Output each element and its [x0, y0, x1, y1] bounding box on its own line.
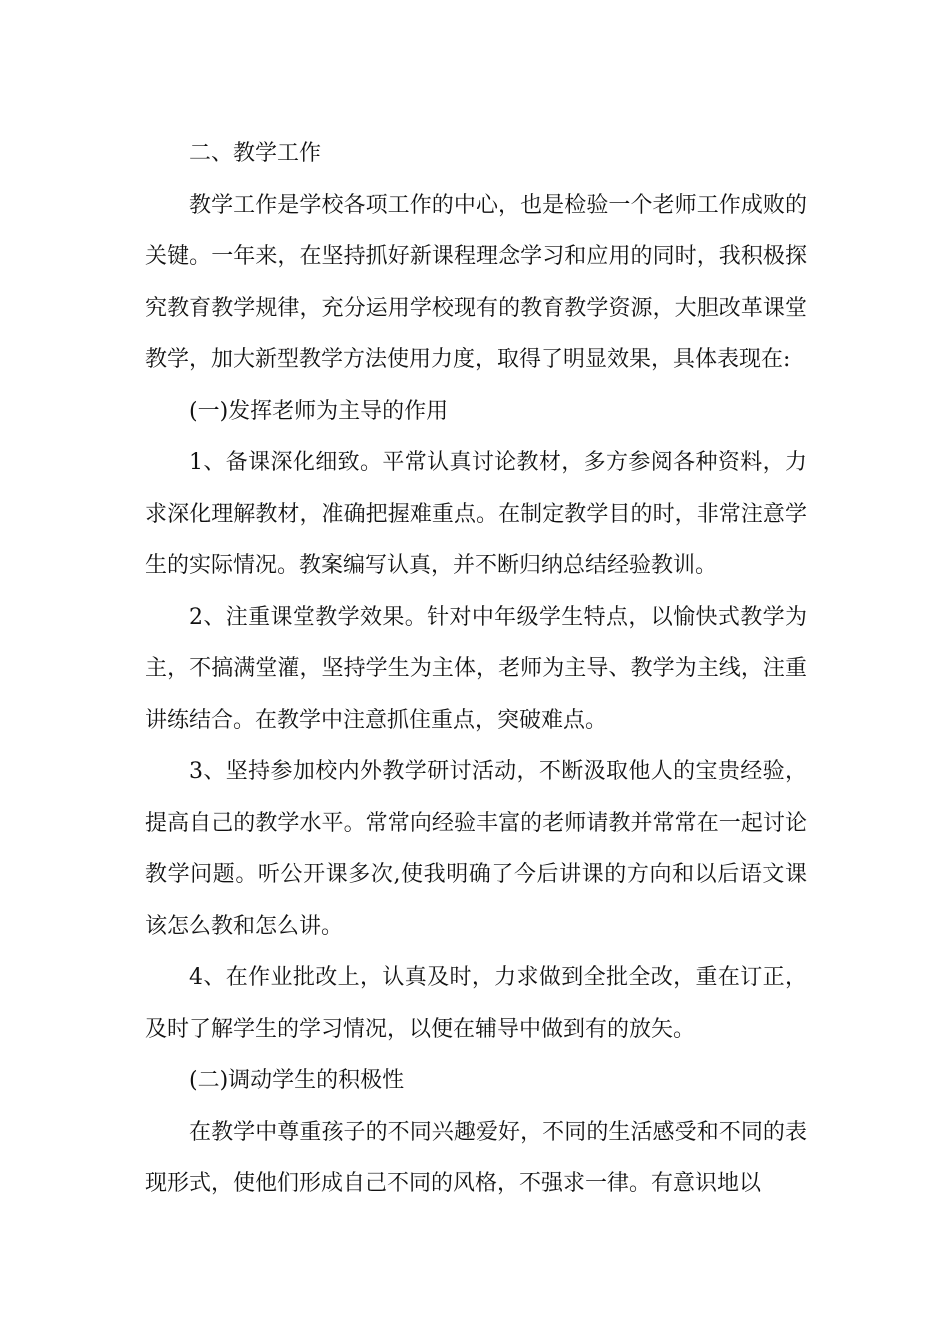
- document-body: [145, 128, 807, 1210]
- subsection-heading: (二)调动学生的积极性: [189, 1068, 405, 1093]
- paragraph: 1、备课深化细致。平常认真讨论教材，多方参阅各种资料，力求深化理解教材，准确把握难重点。在制定教学目的时，非常注意学生的实际情况。教案编写认真，并不断归纳总结经验教训。: [145, 450, 807, 578]
- paragraph: 2、注重课堂教学效果。针对中年级学生特点，以愉快式教学为主，不搞满堂灌，坚持学生为主体，老师为主导、教学为主线，注重讲练结合。在教学中注意抓住重点，突破难点。: [145, 604, 807, 733]
- section-heading: 二、教学工作: [189, 141, 322, 166]
- paragraph: 3、坚持参加校内外教学研讨活动，不断汲取他人的宝贵经验，提高自己的教学水平。常常向经验丰富的老师请教并常常在一起讨论教学问题。听公开课多次,使我明确了今后讲课的方向和以后语文课该怎么教和怎么讲。: [145, 759, 807, 939]
- paragraph: 4、在作业批改上，认真及时，力求做到全批全改，重在订正，及时了解学生的学习情况，以便在辅导中做到有的放矢。: [145, 965, 807, 1042]
- subsection-heading: (一)发挥老师为主导的作用: [189, 398, 449, 424]
- paragraph: 在教学中尊重孩子的不同兴趣爱好，不同的生活感受和不同的表现形式，使他们形成自己不同的风格，不强求一律。有意识地以: [145, 1119, 807, 1196]
- paragraph: 教学工作是学校各项工作的中心，也是检验一个老师工作成败的关键。一年来，在坚持抓好新课程理念学习和应用的同时，我积极探究教育教学规律，充分运用学校现有的教育教学资源，大胆改革课堂教学，加大新型教学方法使用力度，取得了明显效果，具体表现在:: [145, 192, 807, 372]
